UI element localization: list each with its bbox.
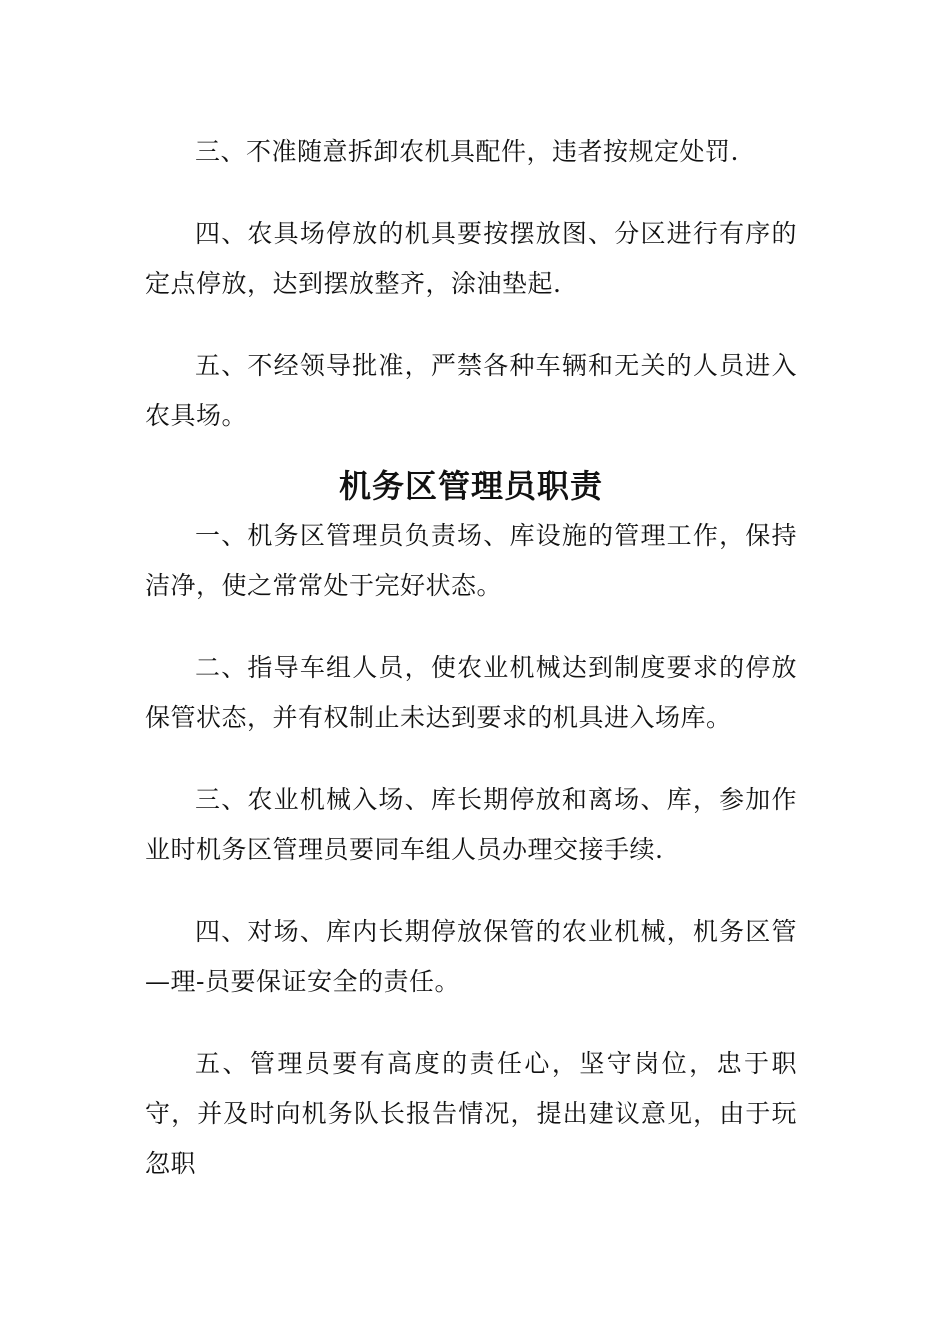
paragraph-rule-5: 五、不经领导批准，严禁各种车辆和无关的人员进入农具场。 [145, 351, 797, 430]
paragraph-duty-2: 二、指导车组人员，使农业机械达到制度要求的停放保管状态，并有权制止未达到要求的机具进入场库。 [145, 653, 797, 732]
paragraph-duty-3: 三、农业机械入场、库长期停放和离场、库，参加作业时机务区管理员要同车组人员办理交接手续. [145, 785, 797, 864]
paragraph-duty-1: 一、机务区管理员负责场、库设施的管理工作，保持洁净，使之常常处于完好状态。 [145, 521, 797, 600]
paragraph-duty-4: 四、对场、库内长期停放保管的农业机械，机务区管—理-员要保证安全的责任。 [145, 917, 797, 996]
document-body [145, 127, 797, 1189]
paragraph-duty-5: 五、管理员要有高度的责任心，坚守岗位，忠于职守，并及时向机务队长报告情况，提出建议意见，由于玩忽职 [145, 1049, 797, 1178]
paragraph-rule-3: 三、不准随意拆卸农机具配件，违者按规定处罚. [195, 137, 739, 166]
section-title: 机务区管理员职责 [338, 467, 603, 505]
paragraph-rule-4: 四、农具场停放的机具要按摆放图、分区进行有序的定点停放，达到摆放整齐，涂油垫起. [145, 219, 797, 298]
